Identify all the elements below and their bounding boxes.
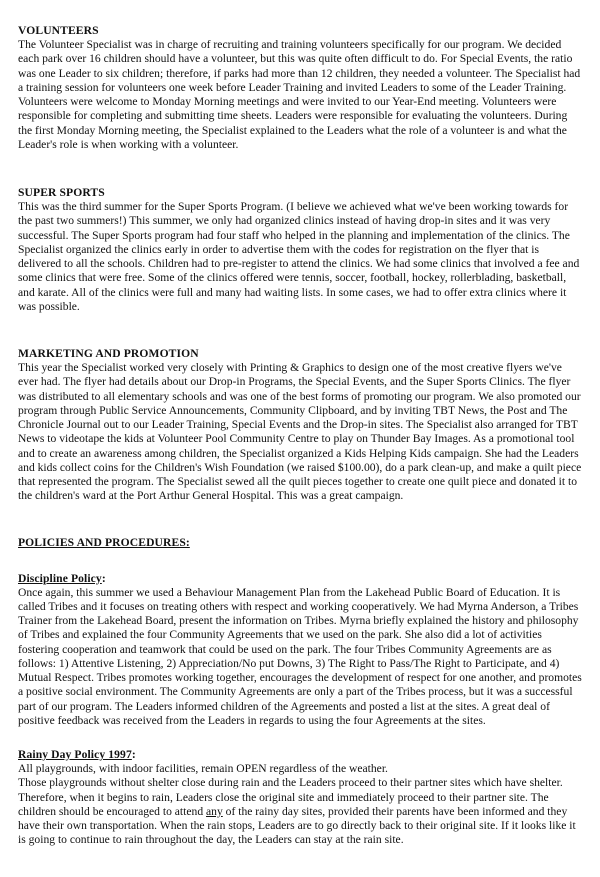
rainy-body-emphasis: any bbox=[206, 804, 223, 818]
volunteers-section bbox=[18, 24, 584, 152]
policies-heading: POLICIES AND PROCEDURES: bbox=[18, 535, 190, 549]
rainy-section bbox=[18, 748, 584, 848]
discipline-section bbox=[18, 572, 584, 729]
volunteers-heading: VOLUNTEERS bbox=[18, 24, 99, 37]
rainy-body bbox=[18, 776, 584, 847]
marketing-section bbox=[18, 347, 584, 504]
marketing-body: This year the Specialist worked very closely with Printing & Graphics to design one of the most creative flyers we've ever had. The flyer had details about our Drop-in Programs, the Special Events, and the Super Sports Clinics. The flyer was distributed to all elementary schools and was one of the best forms of promoting our program. We also promoted our program through Public Service Announcements, Community Clipboard, and by inviting TBT News, the Post and The Chronicle Journal out to our Leader Training, Special Events and the Drop-in sites. The Specialist also arranged for TBT News to videotape the kids at Volunteer Pool Community Centre to play on Thunder Bay Images. As a promotional tool and to create an awareness among children, the Specialist organized a Kids Helping Kids campaign. She had the Leaders and kids collect coins for the Children's Wish Foundation (we raised $100.00), do a park clean-up, and make a quilt piece that represented the program. The Specialist sewed all the quilt pieces together to create one quilt piece and donated it to the children's ward at the Port Arthur General Hospital. This was a great campaign. bbox=[18, 361, 582, 503]
rainy-body-part2: of the rainy day sites, provided their parents have been informed and they have their own transportation. When the rain stops, Leaders are to go directly back to their original site. If it looks like it is going to continue to rain throughout the day, the Leaders can stay at the rain site. bbox=[18, 804, 576, 847]
rainy-line1: All playgrounds, with indoor facilities, remain OPEN regardless of the weather. bbox=[18, 762, 388, 775]
discipline-body: Once again, this summer we used a Behaviour Management Plan from the Lakehead Public Board of Education. It is called Tribes and it focuses on treating others with respect and working cooperatively. We had Myrna Anderson, a Tribes Trainer from the Lakehead Board, present the information on Tribes. Myrna briefly explained the history and philosophy of Tribes and explained the four Community Agreements that we used on the park. She also did a lot of activities fostering cooperation and teamwork that could be used on the park. The four Tribes Community Agreements are as follows: 1) Attentive Listening, 2) Appreciation/No put Downs, 3) The Right to Pass/The Right to Participate, and 4) Mutual Respect. Tribes promotes working together, encourages the development of respect for one another, and promotes a positive social environment. The Community Agreements are only a part of the Tribes process, but it was a successful part of our program. The Leaders informed children of the Agreements and posted a list at the sites. A great deal of positive feedback was received from the Leaders in regards to using the four Agreements at the sites. bbox=[18, 585, 582, 727]
discipline-heading-colon: : bbox=[101, 571, 106, 585]
super-sports-section bbox=[18, 186, 584, 314]
discipline-heading-line bbox=[18, 572, 584, 586]
volunteers-body: The Volunteer Specialist was in charge of recruiting and training volunteers specifically for our program. We decided each park over 16 children should have a volunteer, but this was quite often difficult to do. For Special Events, the ratio was one Leader to six children; therefore, if parks had more than 12 children, they needed a volunteer. The Specialist had a training session for volunteers one week before Leader Training and invited Leaders to some of the Leader Training. Volunteers were welcome to Monday Morning meetings and were invited to our Year-End meeting. Volunteers were responsible for completing and submitting time sheets. Leaders were responsible for evaluating the volunteers. During the first Monday Morning meeting, the Specialist explained to the Leaders what the role of a volunteer is and what the Leader's role is when working with a volunteer. bbox=[18, 38, 581, 151]
super-sports-heading: SUPER SPORTS bbox=[18, 186, 105, 199]
rainy-heading-line bbox=[18, 748, 584, 762]
discipline-heading: Discipline Policy bbox=[18, 571, 102, 585]
marketing-heading: MARKETING AND PROMOTION bbox=[18, 347, 199, 360]
rainy-heading-colon: : bbox=[131, 748, 136, 761]
rainy-body-part1: Those playgrounds without shelter close during rain and the Leaders proceed to their partner sites which have shelter. Therefore, when it begins to rain, Leaders close the original site and immediately proceed to their partner site. The children should be encouraged to attend bbox=[18, 776, 563, 818]
policies-section bbox=[18, 536, 584, 550]
super-sports-body: This was the third summer for the Super Sports Program. (I believe we achieved what we've been working towards for the past two summers!) This summer, we only had organized clinics instead of having drop-in sites and it was very successful. The Super Sports program had four staff who helped in the planning and implementation of the clinics. The Specialist organized the clinics early in order to advertise them with the codes for registration on the flyer that is delivered to all the schools. Children had to pre-register to attend the clinics. We had some clinics that involved a fee and some clinics that were free. Some of the clinics offered were tennis, soccer, football, hockey, rollerblading, basketball, and karate. All of the clinics were full and many had waiting lists. In some cases, we had to offer extra clinics where it was possible. bbox=[18, 200, 580, 313]
rainy-heading: Rainy Day Policy 1997 bbox=[18, 748, 132, 761]
